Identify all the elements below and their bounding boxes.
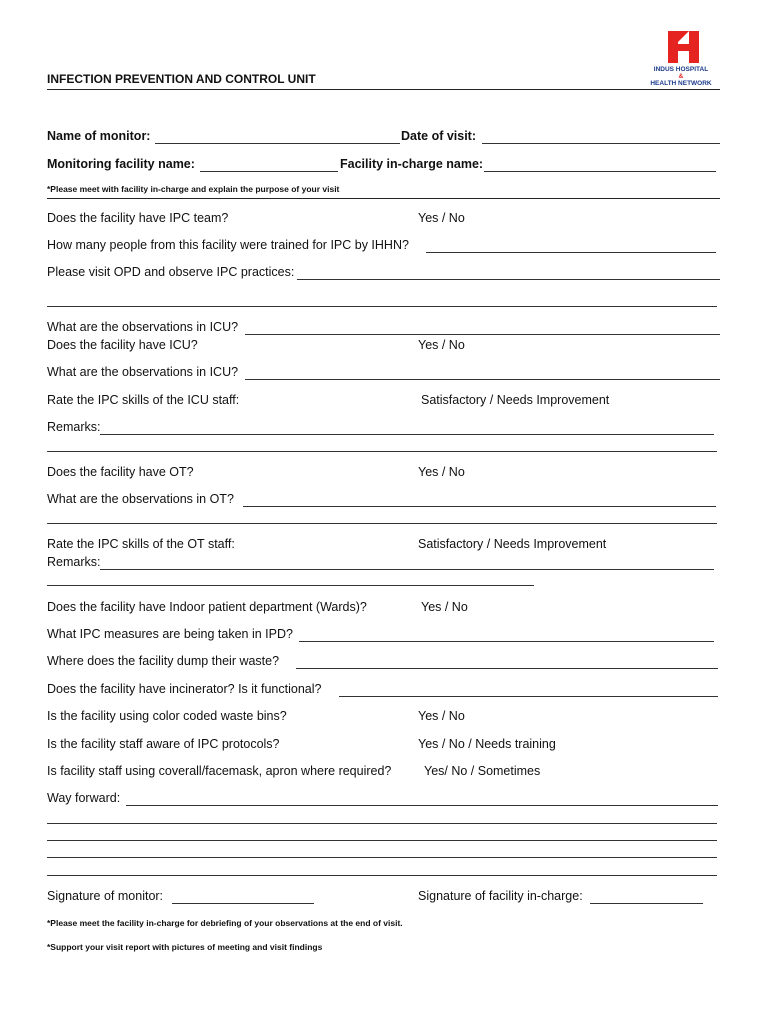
remarks-ot-label: Remarks: (47, 555, 101, 569)
q-incinerator: Does the facility have incinerator? Is it functional? (47, 682, 322, 696)
remarks-icu-label: Remarks: (47, 420, 101, 434)
q-icu-observations-2: What are the observations in ICU? (47, 365, 239, 379)
logo-name-line3: HEALTH NETWORK (650, 80, 712, 87)
q-ipc-trained: How many people from this facility were trained for IPC by IHHN? (47, 238, 409, 252)
name-of-monitor-field[interactable] (155, 143, 400, 144)
q-ot-skills-options[interactable]: Satisfactory / Needs Improvement (418, 537, 607, 551)
way-forward-field-2[interactable] (47, 823, 717, 824)
q-icu-skills-options[interactable]: Satisfactory / Needs Improvement (421, 393, 610, 407)
remarks-icu-field[interactable] (100, 434, 714, 435)
way-forward-field-4[interactable] (47, 857, 717, 858)
signature-facility-field[interactable] (590, 903, 703, 904)
q-ipd-measures-field[interactable] (299, 641, 714, 642)
signature-facility-label: Signature of facility in-charge: (418, 889, 583, 903)
logo-name-line2: & (678, 73, 684, 80)
q-ppe-use-options[interactable]: Yes/ No / Sometimes (424, 764, 541, 778)
signature-monitor-label: Signature of monitor: (47, 889, 164, 903)
way-forward-field-3[interactable] (47, 840, 717, 841)
logo-name-line1: INDUS HOSPITAL (653, 66, 709, 73)
q-opd-practices-field-2[interactable] (47, 306, 717, 307)
name-of-monitor-label: Name of monitor: (47, 129, 151, 143)
intro-note: *Please meet with facility in-charge and explain the purpose of your visit (47, 184, 340, 194)
q-icu-skills: Rate the IPC skills of the ICU staff: (47, 393, 240, 407)
q-opd-practices-field[interactable] (297, 279, 720, 280)
ihhn-logo (626, 28, 736, 92)
way-forward-field-5[interactable] (47, 875, 717, 876)
remarks-icu-field-2[interactable] (47, 451, 717, 452)
q-ot-skills: Rate the IPC skills of the OT staff: (47, 537, 235, 551)
facility-in-charge-name-label: Facility in-charge name: (340, 157, 484, 171)
monitoring-facility-name-field[interactable] (200, 171, 338, 172)
support-note: *Support your visit report with pictures of meeting and visit findings (47, 942, 323, 952)
q-color-coded-bins-options[interactable]: Yes / No (418, 709, 465, 723)
q-have-ipd: Does the facility have Indoor patient department (Wards)? (47, 600, 367, 614)
q-ipd-measures: What IPC measures are being taken in IPD? (47, 627, 293, 641)
q-icu-observations-1: What are the observations in ICU? (47, 320, 239, 334)
q-have-ipd-options[interactable]: Yes / No (421, 600, 468, 614)
facility-in-charge-name-field[interactable] (484, 171, 716, 172)
remarks-ot-field-2[interactable] (47, 585, 534, 586)
q-ipc-team-options[interactable]: Yes / No (418, 211, 465, 225)
q-ipc-protocols-options[interactable]: Yes / No / Needs training (418, 737, 556, 751)
way-forward-field[interactable] (126, 805, 718, 806)
intro-divider (47, 198, 720, 199)
q-waste-dump-field[interactable] (296, 668, 718, 669)
way-forward-label: Way forward: (47, 791, 121, 805)
q-ot-observations-field-2[interactable] (47, 523, 717, 524)
q-icu-observations-2-field[interactable] (245, 379, 720, 380)
q-ipc-team: Does the facility have IPC team? (47, 211, 229, 225)
q-icu-observations-1-field[interactable] (245, 334, 720, 335)
q-have-ot: Does the facility have OT? (47, 465, 194, 479)
debrief-note: *Please meet the facility in-charge for debriefing of your observations at the end of visit. (47, 918, 403, 928)
ihhn-logo-icon (626, 28, 736, 68)
q-have-icu: Does the facility have ICU? (47, 338, 198, 352)
date-of-visit-label: Date of visit: (401, 129, 477, 143)
page-title: INFECTION PREVENTION AND CONTROL UNIT (47, 72, 316, 86)
date-of-visit-field[interactable] (482, 143, 720, 144)
signature-monitor-field[interactable] (172, 903, 314, 904)
monitoring-facility-name-label: Monitoring facility name: (47, 157, 195, 171)
q-have-ot-options[interactable]: Yes / No (418, 465, 465, 479)
q-ot-observations-field[interactable] (243, 506, 716, 507)
q-opd-practices: Please visit OPD and observe IPC practices: (47, 265, 295, 279)
q-ipc-trained-field[interactable] (426, 252, 716, 253)
q-incinerator-field[interactable] (339, 696, 718, 697)
q-ot-observations: What are the observations in OT? (47, 492, 234, 506)
q-ipc-protocols: Is the facility staff aware of IPC protocols? (47, 737, 280, 751)
remarks-ot-field[interactable] (100, 569, 714, 570)
q-ppe-use: Is facility staff using coverall/facemask, apron where required? (47, 764, 392, 778)
title-divider (47, 89, 720, 90)
q-waste-dump: Where does the facility dump their waste? (47, 654, 280, 668)
q-have-icu-options[interactable]: Yes / No (418, 338, 465, 352)
q-color-coded-bins: Is the facility using color coded waste bins? (47, 709, 287, 723)
